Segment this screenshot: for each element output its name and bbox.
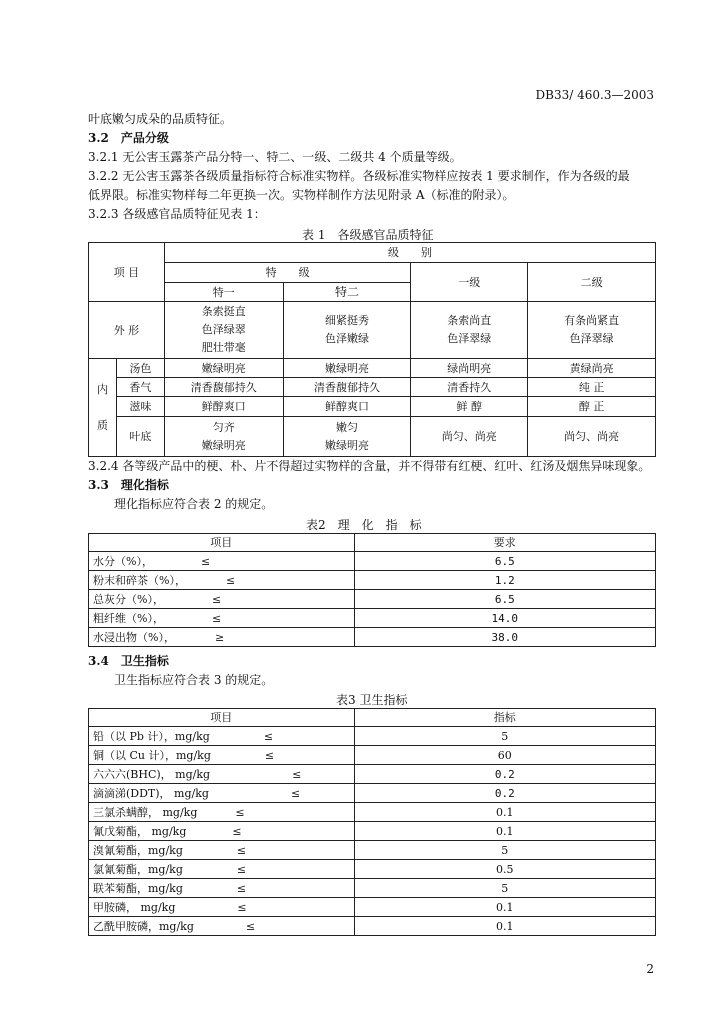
row-label: 水分（%）， ≤: [89, 552, 355, 571]
table-row: [89, 917, 656, 936]
row-label: 三氯杀螨醇， mg/kg ≤: [89, 803, 355, 822]
table-cell: 清香馥郁持久: [283, 378, 411, 397]
header-item: 项目: [89, 534, 355, 552]
header-item: 项目: [89, 709, 355, 727]
header-special-grade: 特 级: [164, 263, 411, 283]
header-special-1: 特一: [164, 283, 283, 302]
row-label: 水浸出物（%）， ≥: [89, 628, 355, 647]
row-value: 6.5: [354, 552, 655, 571]
row-label: 联苯菊酯，mg/kg ≤: [89, 879, 355, 898]
row-label: 氰戊菊酯， mg/kg ≤: [89, 822, 355, 841]
appearance-grade-2: 有条尚紧直 色泽翠绿: [528, 302, 656, 359]
table-row: [89, 590, 656, 609]
table-cell: 黄绿尚亮: [528, 359, 656, 378]
table1-caption: 表 1 各级感官品质特征: [302, 228, 434, 242]
table2-caption: 表2 理 化 指 标: [306, 518, 422, 532]
paragraph-3-4: 卫生指标应符合表 3 的规定。: [114, 673, 274, 687]
row-value: 14.0: [354, 609, 655, 628]
header-requirement: 要求: [354, 534, 655, 552]
table-cell: 鲜醇爽口: [164, 397, 283, 417]
row-label: 香气: [116, 378, 164, 397]
table-row: [89, 803, 656, 822]
section-heading-3-4: 3.4 卫生指标: [88, 654, 169, 668]
row-label: 乙酰甲胺磷，mg/kg ≤: [89, 917, 355, 936]
leaf-grade-2: 尚匀、尚亮: [528, 417, 656, 457]
table-cell: 嫩绿明亮: [283, 359, 411, 378]
header-special-2: 特二: [283, 283, 411, 302]
table-row: [89, 822, 656, 841]
row-value: 38.0: [354, 628, 655, 647]
table-cell: 清香馥郁持久: [164, 378, 283, 397]
row-value: 0.1: [354, 822, 655, 841]
row-value: 60: [354, 746, 655, 765]
row-value: 0.1: [354, 917, 655, 936]
table-row: [89, 727, 656, 746]
leaf-special-2: 嫩匀 嫩绿明亮: [283, 417, 411, 457]
table-cell: 嫩绿明亮: [164, 359, 283, 378]
table-row: [89, 552, 656, 571]
leaf-special-1: 匀齐 嫩绿明亮: [164, 417, 283, 457]
table-row: [89, 784, 656, 803]
table-row: [89, 879, 656, 898]
row-value: 1.2: [354, 571, 655, 590]
page-number: 2: [646, 962, 654, 976]
sensory-quality-table: [88, 242, 656, 457]
row-value: 0.2: [354, 784, 655, 803]
row-label: 铅（以 Pb 计），mg/kg ≤: [89, 727, 355, 746]
row-value: 5: [354, 727, 655, 746]
row-value: 0.5: [354, 860, 655, 879]
row-label: 氯氰菊酯，mg/kg ≤: [89, 860, 355, 879]
row-label: 叶底: [116, 417, 164, 457]
table-row: [89, 841, 656, 860]
table-cell: 鲜 醇: [411, 397, 528, 417]
row-value: 0.1: [354, 898, 655, 917]
document-code: DB33/ 460.3—2003: [535, 88, 654, 102]
paragraph-3-2-1: 3.2.1 无公害玉露茶产品分特一、特二、一级、二级共 4 个质量等级。: [88, 150, 462, 164]
paragraph-3-2-2-line2: 低界限。标准实物样每二年更换一次。实物样制作方法见附录 A（标准的附录）。: [88, 188, 515, 202]
header-grade-2: 二级: [528, 263, 656, 302]
row-value: 5: [354, 841, 655, 860]
table-row: [89, 860, 656, 879]
table-row: [89, 746, 656, 765]
section-heading-3-2: 3.2 产品分级: [88, 131, 169, 145]
table-row: [89, 628, 656, 647]
row-label: 甲胺磷， mg/kg ≤: [89, 898, 355, 917]
table3-caption: 表3 卫生指标: [336, 693, 408, 707]
appearance-grade-1: 条索尚直 色泽翠绿: [411, 302, 528, 359]
row-label: 六六六(BHC)， mg/kg ≤: [89, 765, 355, 784]
row-label: 滋味: [116, 397, 164, 417]
header-grade: 级 别: [164, 243, 655, 263]
appearance-special-1: 条索挺直 色泽绿翠 肥壮带毫: [164, 302, 283, 359]
row-value: 0.1: [354, 803, 655, 822]
row-label: 滴滴涕(DDT)， mg/kg ≤: [89, 784, 355, 803]
row-value: 6.5: [354, 590, 655, 609]
appearance-special-2: 细紧挺秀 色泽嫩绿: [283, 302, 411, 359]
paragraph-3-2-3: 3.2.3 各级感官品质特征见表 1：: [88, 207, 266, 221]
paragraph-3-2-2-line1: 3.2.2 无公害玉露茶各级质量指标符合标准实物样。各级标准实物样应按表 1 要求制作，作为各级的最: [88, 169, 630, 183]
paragraph-3-2-4: 3.2.4 各等级产品中的梗、朴、片不得超过实物样的含量，并不得带有红梗、红叶、红汤及烟焦异味现象。: [88, 459, 651, 473]
row-label: 汤色: [116, 359, 164, 378]
header-item: 项 目: [89, 243, 165, 302]
row-appearance-label: 外 形: [89, 302, 165, 359]
table-row: [89, 609, 656, 628]
row-value: 0.2: [354, 765, 655, 784]
header-index: 指标: [354, 709, 655, 727]
section-heading-3-3: 3.3 理化指标: [88, 478, 169, 492]
leaf-grade-1: 尚匀、尚亮: [411, 417, 528, 457]
table-cell: 醇 正: [528, 397, 656, 417]
table-row: [89, 898, 656, 917]
row-label: 粗纤维（%）， ≤: [89, 609, 355, 628]
row-label: 铜（以 Cu 计），mg/kg ≤: [89, 746, 355, 765]
table-row: [89, 765, 656, 784]
paragraph-line: 叶底嫩匀成朵的品质特征。: [88, 112, 233, 126]
row-label: 粉末和碎茶（%）， ≤: [89, 571, 355, 590]
row-value: 5: [354, 879, 655, 898]
row-inner-quality-label: 内 质: [89, 359, 117, 457]
table-cell: 纯 正: [528, 378, 656, 397]
hygiene-table: [88, 708, 656, 936]
table-row: [89, 571, 656, 590]
table-cell: 绿尚明亮: [411, 359, 528, 378]
physicochemical-table: [88, 533, 656, 647]
header-grade-1: 一级: [411, 263, 528, 302]
row-label: 总灰分（%）， ≤: [89, 590, 355, 609]
paragraph-3-3: 理化指标应符合表 2 的规定。: [114, 497, 274, 511]
table-cell: 鲜醇爽口: [283, 397, 411, 417]
row-label: 溴氰菊酯，mg/kg ≤: [89, 841, 355, 860]
table-cell: 清香持久: [411, 378, 528, 397]
